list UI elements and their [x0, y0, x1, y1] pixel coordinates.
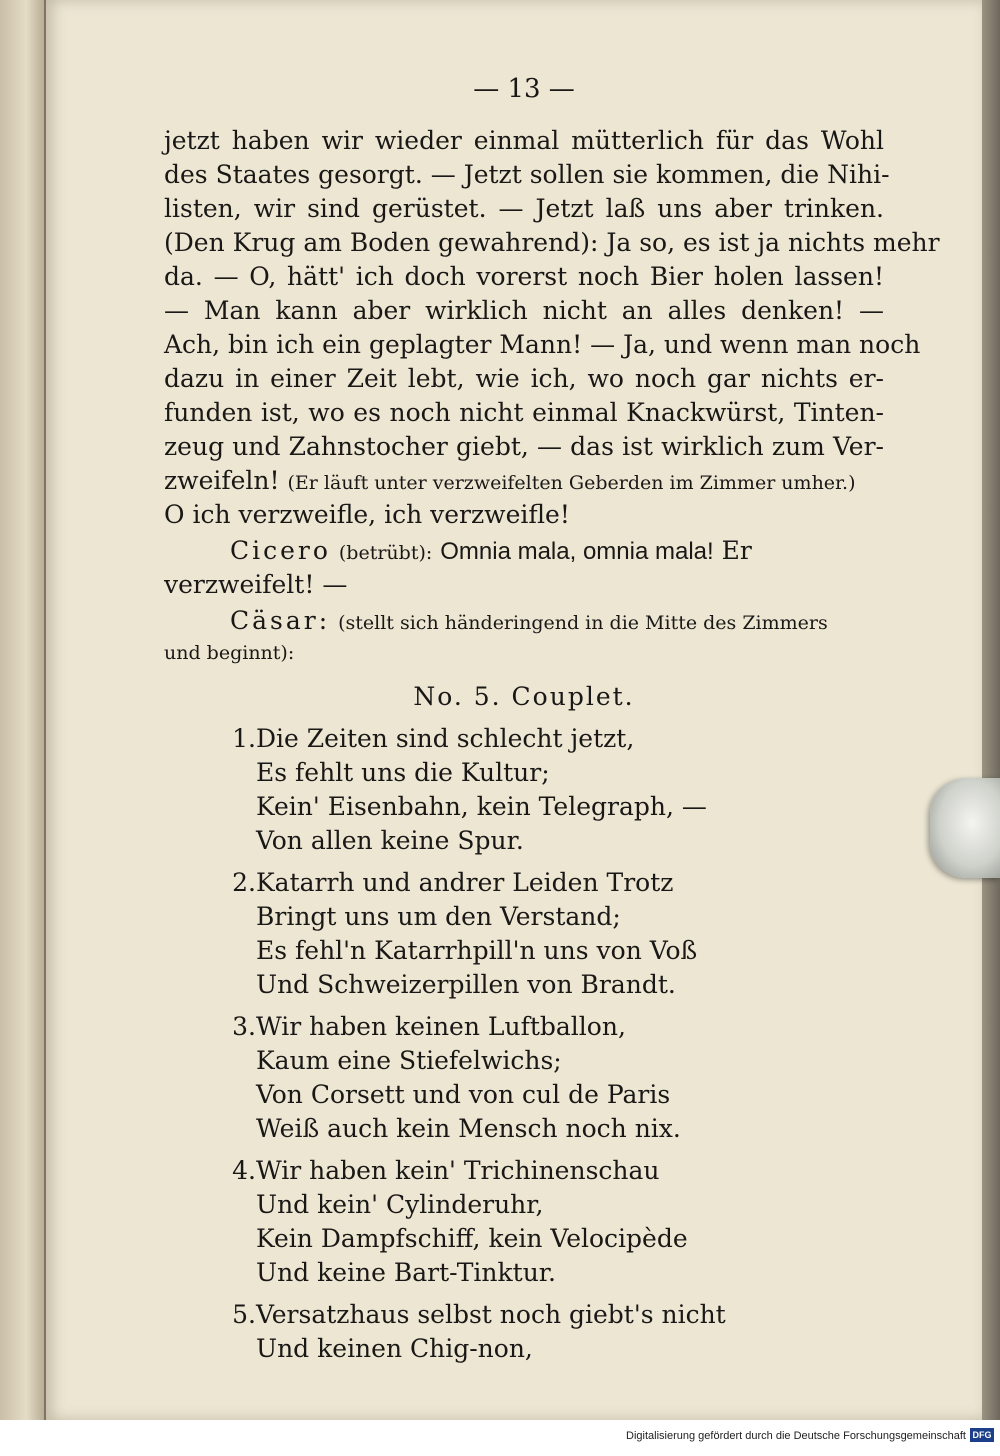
verse-number: 2. [232, 868, 256, 897]
verse-line: Von Corsett und von cul de Paris [256, 1080, 671, 1109]
prose-line: (Den Krug am Boden gewahrend): Ja so, es ist ja nichts mehr [164, 228, 940, 257]
speaker-name: Cicero [230, 536, 331, 565]
verse-line: Es fehlt uns die Kultur; [256, 758, 550, 787]
latin-speech: Omnia mala, omnia mala! [440, 538, 714, 565]
verse-line: Kaum eine Stiefelwichs; [256, 1046, 562, 1075]
cicero-line [230, 534, 884, 570]
verse-line: Kein Dampfschiff, kein Velocipède [256, 1224, 688, 1253]
prose-line: — Man kann aber wirklich nicht an alles denken! — [164, 296, 884, 325]
stage-direction: (stellt sich händeringend in die Mitte des Zimmers [338, 612, 828, 634]
prose-line: zeug und Zahnstocher giebt, — das ist wirklich zum Ver- [164, 432, 884, 461]
prose-line: O ich verzweifle, ich verzweifle! [164, 500, 570, 529]
stage-direction: und beginnt): [164, 642, 295, 664]
dfg-logo: DFG [970, 1428, 994, 1442]
prose-text: zweifeln! [164, 466, 280, 495]
verse-line: Wir haben kein' Trichinenschau [256, 1156, 660, 1185]
page-edge-shadow [982, 0, 1000, 1420]
verse-number: 5. [232, 1300, 256, 1329]
song-heading: No. 5. Couplet. [413, 682, 635, 711]
prose-line: jetzt haben wir wieder einmal mütterlich für das Wohl [164, 126, 884, 155]
verse-line: Und Schweizerpillen von Brandt. [256, 970, 676, 999]
verse-number: 1. [232, 724, 256, 753]
cicero-line-2: verzweifelt! — [164, 570, 348, 599]
verse-line: Bringt uns um den Verstand; [256, 902, 621, 931]
verse-line: Und kein' Cylinderuhr, [256, 1190, 544, 1219]
caesar-line [230, 604, 884, 640]
verse-number: 4. [232, 1156, 256, 1185]
speech-continued: Er [721, 536, 752, 565]
speaker-name: Cäsar: [230, 606, 331, 635]
prose-line: listen, wir sind gerüstet. — Jetzt laß uns aber trinken. [164, 194, 884, 223]
prose-line: dazu in einer Zeit lebt, wie ich, wo noch gar nichts er- [164, 364, 884, 393]
verse-line: Und keinen Chig-non, [256, 1334, 533, 1363]
digitization-credit: Digitalisierung gefördert durch die Deutsche Forschungsgemeinschaft [626, 1430, 966, 1442]
prose-line: funden ist, wo es noch nicht einmal Knackwürst, Tinten- [164, 398, 884, 427]
verse-line: Von allen keine Spur. [256, 826, 524, 855]
facing-page-edge [0, 0, 46, 1456]
verse-line: Weiß auch kein Mensch noch nix. [256, 1114, 681, 1143]
prose-line: des Staates gesorgt. — Jetzt sollen sie kommen, die Nihi- [164, 160, 890, 189]
stage-direction: (Er läuft unter verzweifelten Geberden im Zimmer umher.) [287, 472, 856, 494]
stage-direction: (betrübt): [338, 542, 433, 564]
page-number: — 13 — [473, 74, 575, 104]
page-clip [930, 778, 1000, 878]
verse-line: Katarrh und andrer Leiden Trotz [256, 868, 674, 897]
prose-line: da. — O, hätt' ich doch vorerst noch Bier holen lassen! [164, 262, 884, 291]
verse-line: Versatzhaus selbst noch giebt's nicht [256, 1300, 726, 1329]
verse-line: Wir haben keinen Luftballon, [256, 1012, 626, 1041]
verse-line: Die Zeiten sind schlecht jetzt, [256, 724, 635, 753]
prose-line [164, 464, 884, 500]
prose-line: Ach, bin ich ein geplagter Mann! — Ja, und wenn man noch [164, 330, 921, 359]
verse-number: 3. [232, 1012, 256, 1041]
verse-line: Es fehl'n Katarrhpill'n uns von Voß [256, 936, 698, 965]
verse-line: Kein' Eisenbahn, kein Telegraph, — [256, 792, 707, 821]
verse-line: Und keine Bart-Tinktur. [256, 1258, 556, 1287]
